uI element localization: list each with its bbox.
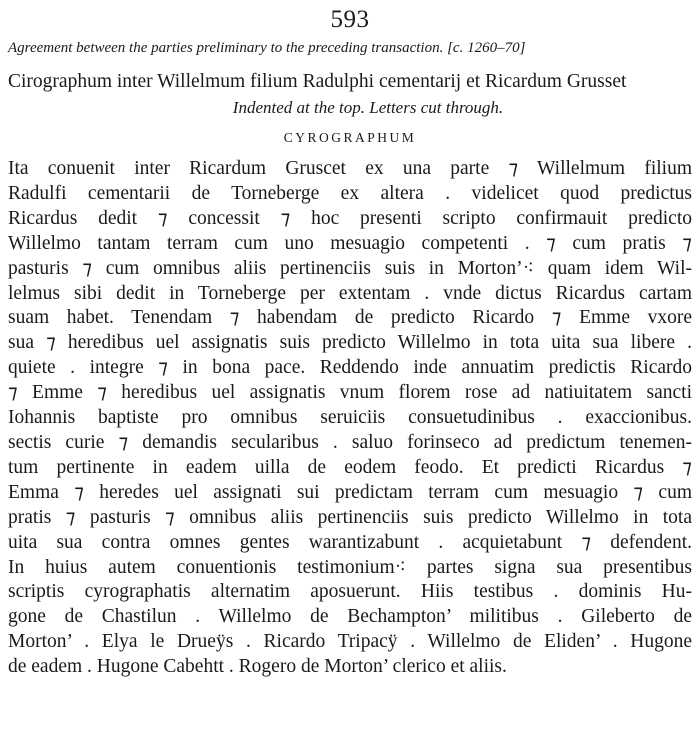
text-line: quiete . integre ⁊ in bona pace. Reddendo inde annuatim predictis Ricardo [8, 357, 692, 379]
text-line: lelmus sibi dedit in Torneberge per extentam . vnde dictus Ricardus cartam [8, 282, 692, 304]
text-line: de eadem . Hugone Cabehtt . Rogero de Morton’ clerico et aliis. [8, 656, 507, 678]
charter-text [8, 157, 692, 680]
text-line: pratis ⁊ pasturis ⁊ omnibus aliis pertinenciis suis predicto Willelmo in tota [8, 506, 692, 528]
text-line: In huius autem conuentionis testimonium⁖ partes signa sua presentibus [8, 556, 692, 578]
text-line: tum pertinente in eadem uilla de eodem feodo. Et predicti Ricardus ⁊ [8, 456, 692, 478]
document-summary: Agreement between the parties preliminary to the preceding transaction. [c. 1260–70] [8, 40, 526, 56]
text-line: Morton’ . Elya le Drueÿs . Ricardo Tripacÿ . Willelmo de Eliden’ . Hugone [8, 631, 692, 653]
text-line: Willelmo tantam terram cum uno mesuagio competenti . ⁊ cum pratis ⁊ [8, 232, 692, 254]
text-line: Ricardus dedit ⁊ concessit ⁊ hoc presenti scripto confirmauit predicto [8, 207, 692, 229]
text-line: Iohannis baptiste pro omnibus seruiciis consuetudinibus . exaccionibus. [8, 407, 692, 429]
text-line: uita sua contra omnes gentes warantizabunt . acquietabunt ⁊ defendent. [8, 531, 692, 553]
text-line: sua ⁊ heredibus uel assignatis suis predicto Willelmo in tota uita sua libere . [8, 332, 692, 354]
text-line: scriptis cyrographatis alternatim aposuerunt. Hiis testibus . dominis Hu- [8, 581, 692, 603]
cyrographum-label: CYROGRAPHUM [283, 130, 417, 145]
document-number: 593 [330, 6, 370, 33]
text-line: gone de Chastilun . Willelmo de Bechampton’ militibus . Gileberto de [8, 606, 692, 628]
physical-description-note: Indented at the top. Letters cut through. [232, 98, 504, 117]
text-line: Ita conuenit inter Ricardum Gruscet ex una parte ⁊ Willelmum filium [8, 158, 692, 179]
document-heading: Cirographum inter Willelmum filium Radulphi cementarij et Ricardum Grusset [8, 71, 627, 92]
text-line: suam habet. Tenendam ⁊ habendam de predicto Ricardo ⁊ Emme vxore [8, 307, 692, 329]
text-line: Radulfi cementarii de Torneberge ex altera . videlicet quod predictus [8, 182, 692, 204]
text-line: ⁊ Emme ⁊ heredibus uel assignatis vnum florem rose ad natiuitatem sancti [8, 382, 692, 404]
text-line: Emma ⁊ heredes uel assignati sui predictam terram cum mesuagio ⁊ cum [8, 481, 692, 503]
text-line: pasturis ⁊ cum omnibus aliis pertinenciis suis in Morton’⁖ quam idem Wil- [8, 257, 692, 279]
text-line: sectis curie ⁊ demandis secularibus . saluo forinseco ad predictum tenemen- [8, 431, 692, 453]
